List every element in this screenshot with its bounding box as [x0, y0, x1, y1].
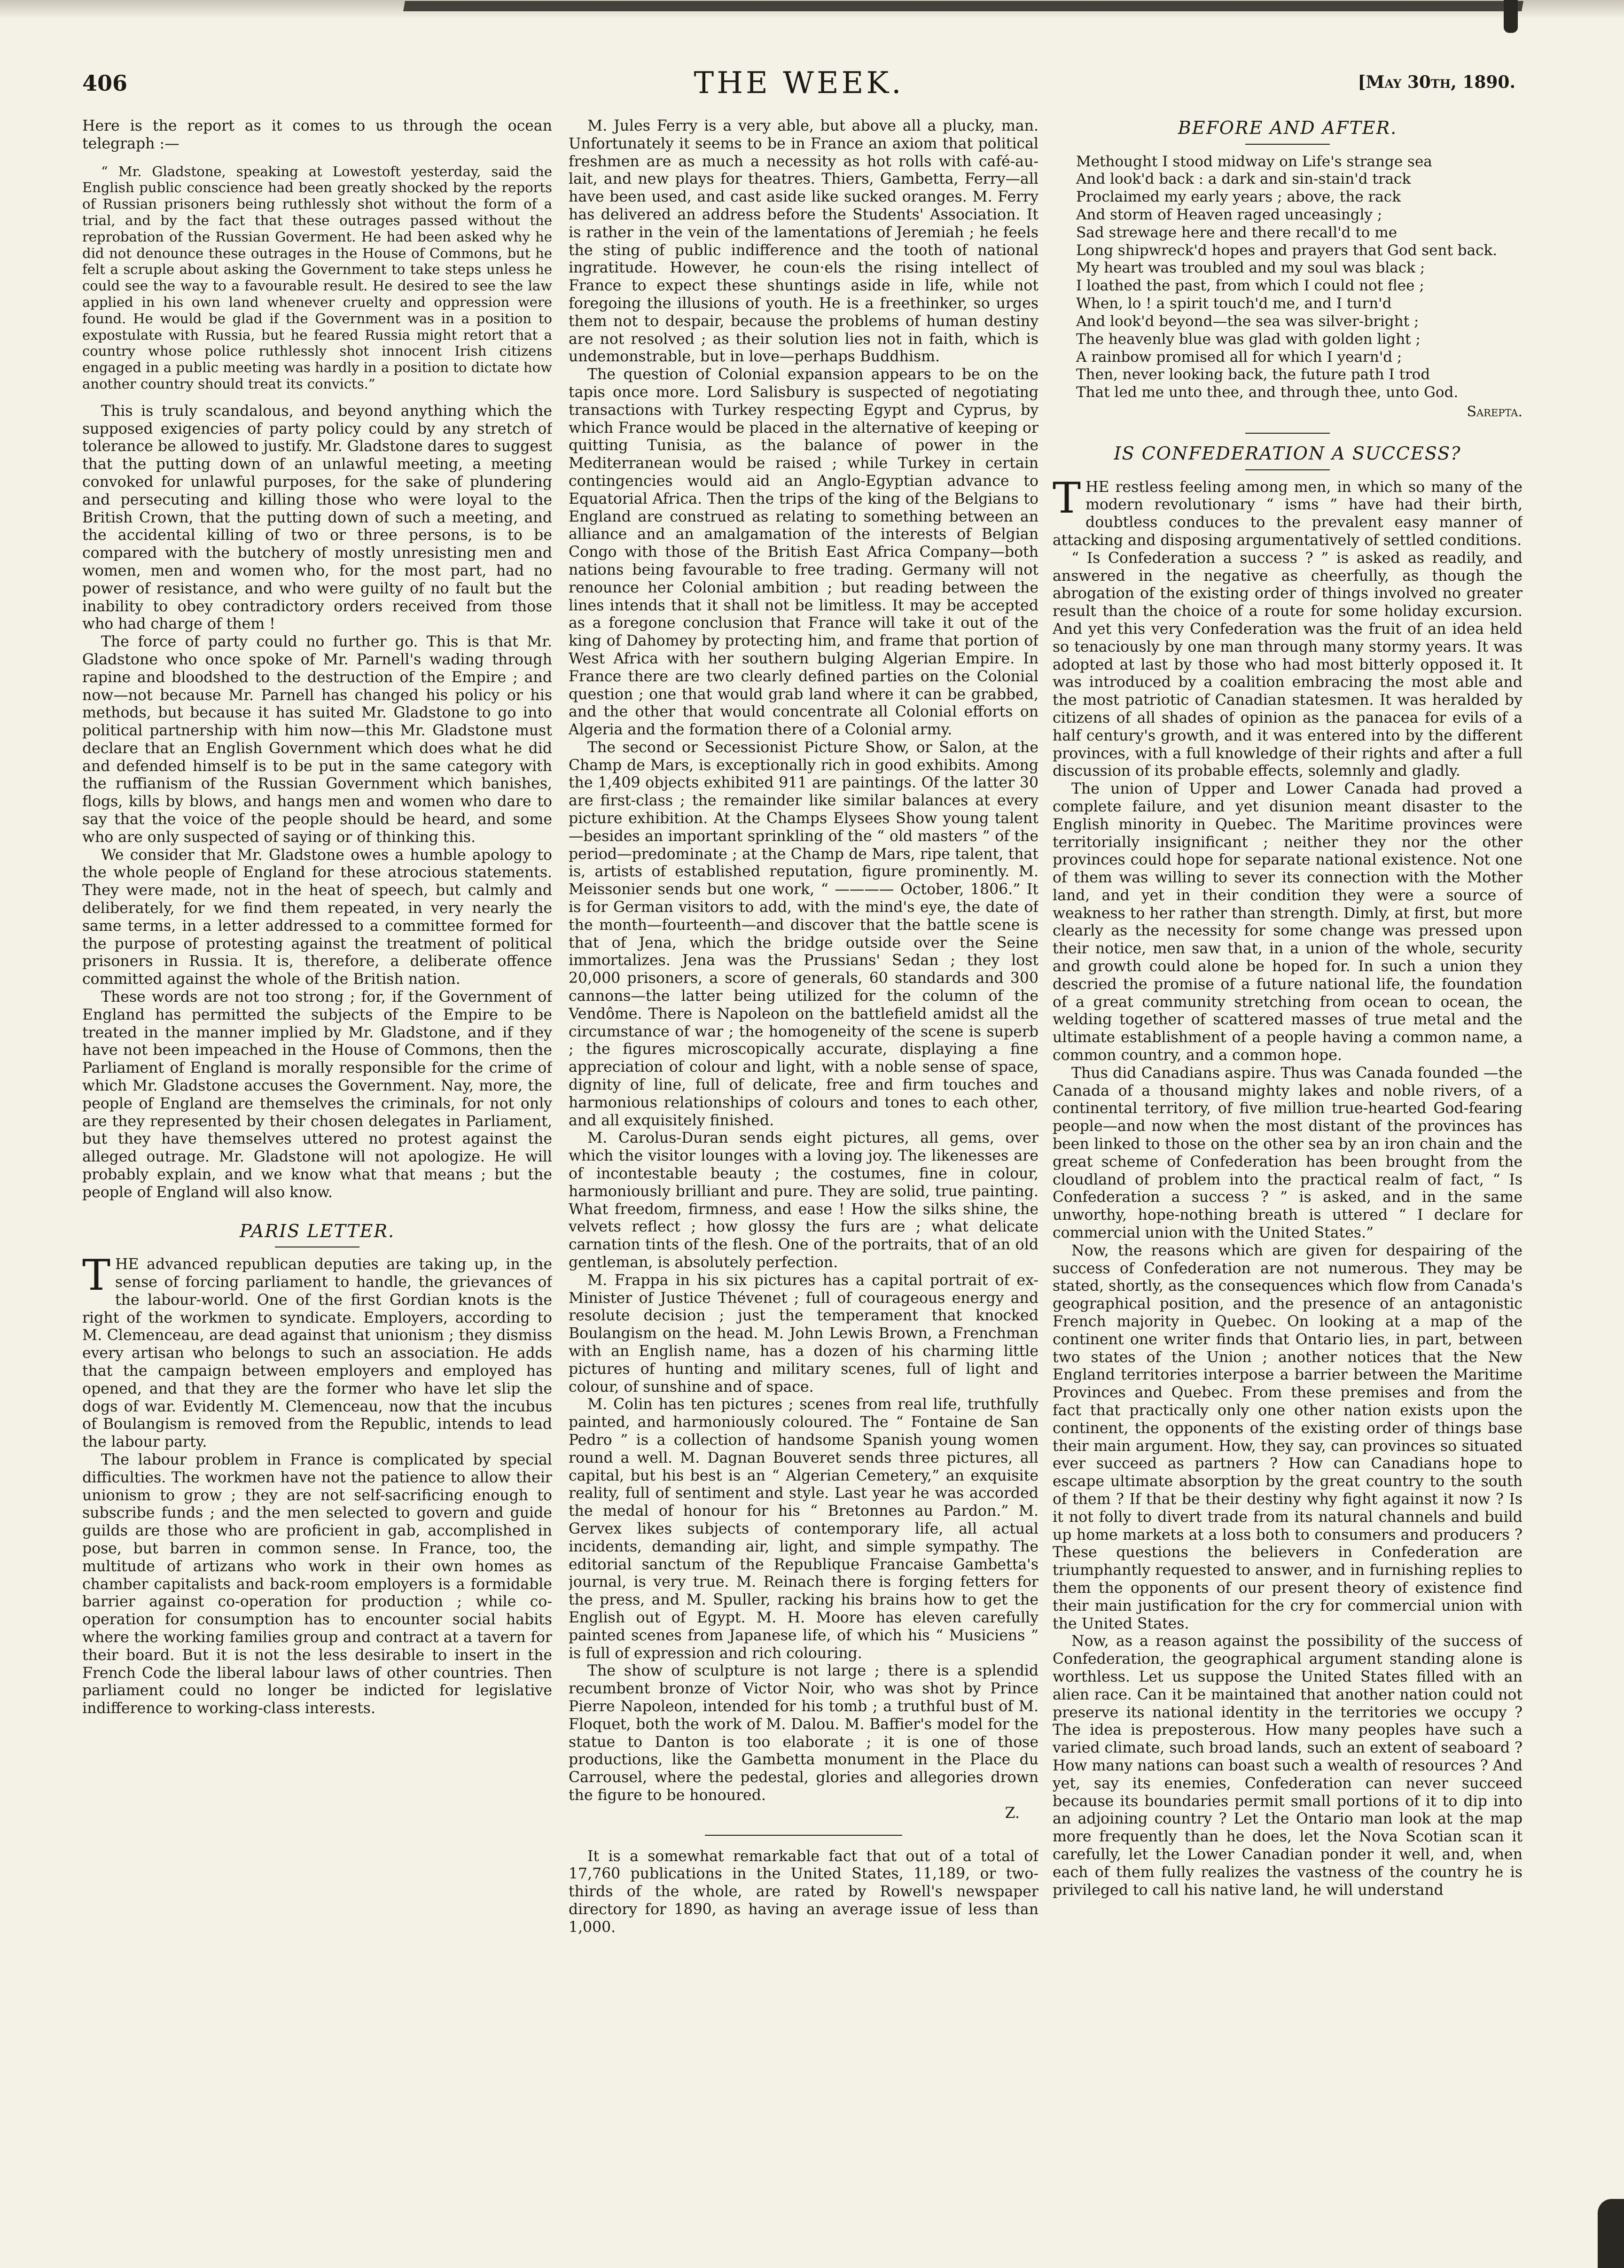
poem-line: Then, never looking back, the future path I trod	[1076, 366, 1430, 383]
poem-title: BEFORE AND AFTER.	[1178, 117, 1398, 138]
intro-paragraph: Here is the report as it comes to us through the ocean telegraph :—	[82, 117, 552, 152]
paragraph: The force of party could no further go. This is that Mr. Gladstone who once spoke of Mr. Parnell's wading through rapine and bloodshed to the destruction of the Empire ; and now—not because Mr. Parnell has changed his policy or his methods, but because it has suited Mr. Gladstone to go into political partnership with him now—this Mr. Gladstone must declare that an English Government which does what he did and defended himself is to be put in the same category with the ruffianism of the Russian Government which banishes, flogs, kills by blows, and hangs men and women who dare to say that the voice of the people should be heard, and some who are only suspected of saying or of thinking this.	[82, 633, 552, 846]
paragraph: The union of Upper and Lower Canada had proved a complete failure, and yet disunion meant disaster to the English minority in Quebec. The Maritime provinces were territorially insignificant ; neither they nor the other provinces could hope for separate national existence. Not one of them was willing to sever its connection with the Mother land, and yet in their condition they were a source of weakness to her rather than strength. Dimly, at first, but more clearly as the necessity for some change was pressed upon their notice, men saw that, in a union of the whole, security and growth could alone be hoped for. In such a union they descried the promise of a future national life, the foundation of a great community stretching from ocean to ocean, the welding together of scattered masses of true metal and the ultimate establishment of a people having a common name, a common country, and a common hope.	[1053, 780, 1522, 1064]
poem-line: A rainbow promised all for which I yearn'd ;	[1076, 348, 1402, 366]
poem-line: The heavenly blue was glad with golden light ;	[1076, 330, 1421, 348]
page-header	[82, 66, 1515, 103]
paragraph: It is a somewhat remarkable fact that out of a total of 17,760 publications in the United States, 11,189, or two-thirds of the whole, are rated by Rowell's newspaper directory for 1890, as having an average issue of less than 1,000.	[569, 1847, 1038, 1936]
paragraph: M. Frappa in his six pictures has a capital portrait of ex-Minister of Justice Thévenet ; full of courageous energy and resolute decision ; just the temperament that knocked Boulangism on the head. M. John Lewis Brown, a Frenchman with an English name, has a dozen of his charming little pictures of hunting and military scenes, full of light and colour, of sunshine and of space.	[569, 1271, 1038, 1395]
paragraph-text: HE advanced republican deputies are taking up, in the sense of forcing parliament to handle, the grievances of the labour-world. One of the first Gordian knots is the right of the workmen to syndicate. Employers, according to M. Clemenceau, are dead against that unionism ; they dismiss every artisan who belongs to such an association. He adds that the campaign between employers and employed has opened, and that they are the former who have let slip the dogs of war. Evidently M. Clemenceau, now that the incubus of Boulangism is removed from the Republic, intends to lead the labour party.	[82, 1256, 552, 1451]
paragraph: Thus did Canadians aspire. Thus was Canada founded —the Canada of a thousand mighty lakes and noble rivers, of a continental territory, of five million true-hearted God-fearing people—and now when the most distant of the provinces has been linked to those on the other sea by an iron chain and the great scheme of Confederation has been brought from the cloudland of problem into the practical realm of fact, “ Is Confederation a success ? ” is asked, and in the same unworthy, hope-nothing breath is uttered “ I declare for commercial union with the United States.”	[1053, 1064, 1522, 1242]
masthead: THE WEEK.	[694, 66, 904, 101]
telegraph-quote: “ Mr. Gladstone, speaking at Lowestoft yesterday, said the English public conscience had been greatly shocked by the reports of Russian prisoners being ruthlessly shot without the form of a trial, and by the fact that these outrages passed without the reprobation of the Russian Goverment. He had been asked why he did not denounce these outrages in the House of Commons, but he felt a scruple about asking the Government to take steps unless he could see the way to a favourable result. He desired to see the law applied in his own land whenever cruelty and oppression were found. He would be glad if the Government was in a position to expostulate with Russia, but he feared Russia might retort that a country whose police ruthlessly shot innocent Irish citizens engaged in a public meeting was hardly in a position to dictate how another country should treat its convicts.”	[82, 163, 552, 392]
poem-line: Proclaimed my early years ; above, the rack	[1076, 188, 1401, 206]
poem-line: Sad strewage here and there recall'd to me	[1076, 224, 1398, 241]
paragraph: M. Carolus-Duran sends eight pictures, all gems, over which the visitor lounges with a loving joy. The likenesses are of incontestable beauty ; the costumes, fine in colour, harmoniously brilliant and pure. They are solid, true painting. What freedom, firmness, and ease ! How the silks shine, the velvets reflect ; how glossy the furs are ; what delicate carnation tints of the flesh. One of the portraits, that of an old gentleman, is absolutely perfection.	[569, 1130, 1038, 1271]
title-rule	[1245, 469, 1330, 470]
poem-line: Methought I stood midway on Life's strange sea	[1076, 153, 1432, 170]
paragraph: This is truly scandalous, and beyond anything which the supposed exigencies of party policy could by any stretch of tolerance be allowed to justify. Mr. Gladstone dares to suggest that the putting down of an unlawful meeting, a meeting convoked for unlawful purposes, for the sake of plundering and persecuting and killing those who were loyal to the British Crown, that the putting down of such a meeting, and the accidental killing of two or three persons, is to be compared with the butchery of mostly unresisting men and women, men and women who, for the most part, had no power of resistance, and who were guilty of no fault but the inability to obey contradictory orders received from those who had charge of them !	[82, 402, 552, 633]
poem-line: When, lo ! a spirit touch'd me, and I turn'd	[1076, 295, 1392, 312]
poem-line: My heart was troubled and my soul was black ;	[1076, 259, 1425, 277]
paragraph: M. Colin has ten pictures ; scenes from real life, truthfully painted, and harmoniously coloured. The “ Fontaine de San Pedro ” is a collection of handsome Spanish young women round a well. M. Dagnan Bouveret sends three pictures, all capital, but his best is an “ Algerian Cemetery,” an exquisite reality, full of sentiment and style. Last year he was accorded the medal of honour for his “ Bretonnes au Pardon.” M. Gervex likes subjects of contemporary life, all actual incidents, demanding air, light, and simple sympathy. The editorial sanctum of the Republique Francaise Gambetta's journal, is very true. M. Reinach there is forging fetters for the press, and M. Spuller, racking his brains how to get the English out of Egypt. M. H. Moore has eleven carefully painted scenes from Japanese life, of which his “ Musiciens ” is full of expression and rich colouring.	[569, 1396, 1038, 1662]
section-rule	[1245, 433, 1330, 434]
paragraph: Now, as a reason against the possibility of the success of Confederation, the geographical argument standing alone is worthless. Let us suppose the United States filled with an alien race. Can it be maintained that another nation could not preserve its national identity in the territories we occupy ? The idea is preposterous. How many peoples have such a varied climate, such broad lands, such an extent of seaboard ? How many nations can boast such a wealth of resources ? And yet, say its enemies, Confederation can never succeed because its boundaries permit small portions of it to dip into an adjoining country ? Let the Ontario man look at the map more frequently than he does, let the Nova Scotian scan it carefully, let the Lower Canadian ponder it well, and, when each of them fully realizes the vastness of the country he is privileged to call his native land, he will understand	[1053, 1633, 1522, 1899]
column-middle	[569, 117, 1038, 2213]
paragraph: We consider that Mr. Gladstone owes a humble apology to the whole people of England for these atrocious statements. They were made, not in the heat of speech, but calmly and deliberately, for we find them repeated, in very nearly the same terms, in a letter addressed to a committee formed for the purpose of protesting against the treatment of political prisoners in Russia. It is, therefore, a deliberate offence committed against the whole of the British nation.	[82, 846, 552, 988]
poem	[1076, 153, 1522, 402]
section-rule	[705, 1835, 902, 1836]
column-right	[1053, 117, 1522, 2213]
paragraph: These words are not too strong ; for, if the Government of England has permitted the subjects of the Empire to be treated in the manner implied by Mr. Gladstone, and if they have not been impeached in the House of Commons, then the Parliament of England is morally responsible for the crime of which Mr. Gladstone accuses the Government. Nay, more, the people of England are themselves the criminals, for not only are they represented by their chosen delegates in Parliament, but they have themselves uttered no protest against the alleged outrage. Mr. Gladstone will not apologize. He will probably explain, and we know what that means ; but the people of England will also know.	[82, 989, 552, 1201]
issue-date: [May 30th, 1890.	[1358, 72, 1515, 92]
scan-clip	[1504, 0, 1518, 33]
poem-line: And look'd back : a dark and sin-stain'd track	[1076, 171, 1411, 188]
poem-line: And look'd beyond—the sea was silver-bright ;	[1076, 312, 1419, 330]
page-number: 406	[82, 70, 128, 96]
section-title-confederation: IS CONFEDERATION A SUCCESS?	[1114, 443, 1461, 464]
paragraph: The show of sculpture is not large ; there is a splendid recumbent bronze of Victor Noir, who was shot by Prince Pierre Napoleon, intended for his tomb ; a truthful bust of M. Floquet, both the work of M. Dalou. M. Baffier's model for the statue to Danton is too elaborate ; it is one of those productions, like the Gambetta monument in the Place du Carrousel, where the pedestal, glories and allegories drown the figure to be honoured.	[569, 1662, 1038, 1804]
scan-corner	[1598, 2199, 1624, 2268]
paragraph: M. Jules Ferry is a very able, but above all a plucky, man. Unfortunately it seems to be in France an axiom that political freshmen are as much a necessity as hot rolls with café-au-lait, and new plays for theatres. Thiers, Gambetta, Ferry—all have been used, and cast aside like sucked oranges. M. Ferry has delivered an address before the Students' Association. It is rather in the vein of the lamentations of Jeremiah ; he feels the sting of public indifference and the tooth of national ingratitude. However, he coun·els the rising intellect of France to expect these shuntings aside in life, while not foregoing the illusions of youth. He is a freethinker, so urges them not to despair, because the problems of human destiny are not resolved ; as their solution lies not in faith, which is undemonstrable, but in love—perhaps Buddhism.	[569, 117, 1038, 366]
title-rule	[1245, 144, 1330, 145]
paragraph: Now, the reasons which are given for despairing of the success of Confederation are not numerous. They may be stated, shortly, as the consequences which flow from Canada's geographical position, and the presence of an antagonistic French majority in Quebec. On looking at a map of the continent one writer finds that Ontario lies, in part, between two states of the Union ; another notices that the New England territories interpose a barrier between the Maritime Provinces and Quebec. From these premises and from the fact that practically only one other nation exists upon the continent, the opponents of the existing order of things base their main argument. How, they say, can provinces so situated ever succeed as partners ? How can Canadians hope to escape ultimate absorption by the great country to the south of them ? If that be their destiny why fight against it now ? Is it not folly to divert trade from its natural channels and build up home markets at a loss both to consumers and producers ? These questions the believers in Confederation are triumphantly requested to answer, and in furnishing replies to them the opponents of our present theory of existence find their main justification for the cry for commercial union with the United States.	[1053, 1242, 1522, 1632]
column-left	[82, 117, 552, 2213]
author-signature: Z.	[1005, 1804, 1020, 1822]
paragraph	[1053, 473, 1522, 550]
paragraph: The labour problem in France is complicated by special difficulties. The workmen have not the patience to allow their unionism to grow ; they are not self-sacrificing enough to subscribe funds ; and the men selected to govern and guide guilds are those who are proficient in gab, accomplished in pose, but barren in common sense. In France, too, the multitude of artizans who work in their own homes as chamber capitalists and back-room employers is a formidable barrier against co-operation for production ; while co-operation for consumption has to encounter social habits where the working families group and contract at a tavern for their board. But it is not the less desirable to insert in the French Code the liberal labour laws of other countries. Then parliament could no longer be indicted for legislative indifference to working-class interests.	[82, 1451, 552, 1717]
drop-cap: T	[82, 1251, 111, 1301]
drop-cap: T	[1053, 473, 1081, 523]
poem-line: That led me unto thee, and through thee, unto God.	[1076, 384, 1459, 401]
poem-line: I loathed the past, from which I could not flee ;	[1076, 277, 1424, 295]
paragraph	[82, 1251, 552, 1451]
section-title-paris-letter: PARIS LETTER.	[239, 1220, 395, 1241]
poem-line: And storm of Heaven raged unceasingly ;	[1076, 206, 1382, 224]
paragraph: “ Is Confederation a success ? ” is asked as readily, and answered in the negative as cheerfully, as though the abrogation of the existing order of things involved no greater result than the choice of a route for some holiday excursion. And yet this very Confederation was the fruit of an idea held so tenaciously by one man through many stormy years. It was adopted at last by those who had most bitterly opposed it. It was introduced by a coalition embracing the most able and the most patriotic of Canadian statesmen. It was heralded by citizens of all shades of opinion as the panacea for evils of a half century's growth, and it was entered into by the different provinces, with a full knowledge of their rights and after a full discussion of its probable effects, solemnly and gladly.	[1053, 549, 1522, 780]
paragraph: The question of Colonial expansion appears to be on the tapis once more. Lord Salisbury is suspected of negotiating transactions with Turkey respecting Egypt and Cyprus, by which France would be placed in the alternative of keeping or quitting Tunisia, as the balance of power in the Mediterranean would be raised ; while Turkey in certain contingencies would aid an Anglo-Egyptian advance to Equatorial Africa. Then the trips of the king of the Belgians to England are construed as relating to something between an alliance and an amalgamation of the interests of Belgian Congo with those of the British East Africa Company—both nations being favourable to free trading. Germany will not renounce her Colonial ambition ; but reading between the lines intends that it shall not be limitless. It may be accepted as a foregone conclusion that France will take it out of the king of Dahomey by protecting him, and frame that portion of West Africa with her southern bulging Algerian Empire. In France there are two clearly defined parties on the Colonial question ; one that would grab land where it can be grabbed, and the other that would concentrate all Colonial efforts on Algeria and the formation there of a Colonial army.	[569, 366, 1038, 739]
poem-line: Long shipwreck'd hopes and prayers that God sent back.	[1076, 242, 1498, 259]
scan-binding-shadow	[403, 1, 1523, 11]
poem-signature: Sarepta.	[1467, 403, 1522, 420]
paragraph-text: HE restless feeling among men, in which so many of the modern revolutionary “ isms ” have had their birth, doubtless conduces to the prevalent easy manner of attacking and disposing argumentatively of settled conditions.	[1053, 478, 1522, 549]
paragraph: The second or Secessionist Picture Show, or Salon, at the Champ de Mars, is exceptionally rich in good exhibits. Among the 1,409 objects exhibited 911 are paintings. Of the latter 30 are first-class ; the remainder like similar balances at every picture exhibition. At the Champs Elysees Show young talent—besides an important sprinkling of the “ old masters ” of the period—predominate ; at the Champ de Mars, ripe talent, that is, artists of established reputation, figure prominently. M. Meissonier sends but one work, “ ———— October, 1806.” It is for German visitors to add, with the mind's eye, the date of the month—fourteenth—and discover that the battle scene is that of Jena, which the bridge outside over the Seine immortalizes. Jena was the Prussians' Sedan ; they lost 20,000 prisoners, a score of generals, 60 standards and 300 cannons—the latter being utilized for the column of the Vendôme. There is Napoleon on the battlefield amidst all the circumstance of war ; the homogeneity of the scene is superb ; the figures microscopically accurate, displaying a fine appreciation of colour and light, with a noble sense of space, dignity of line, full of delicate, free and firm touches and harmonious relationships of colours and tones to each other, and all exquisitely finished.	[569, 739, 1038, 1129]
